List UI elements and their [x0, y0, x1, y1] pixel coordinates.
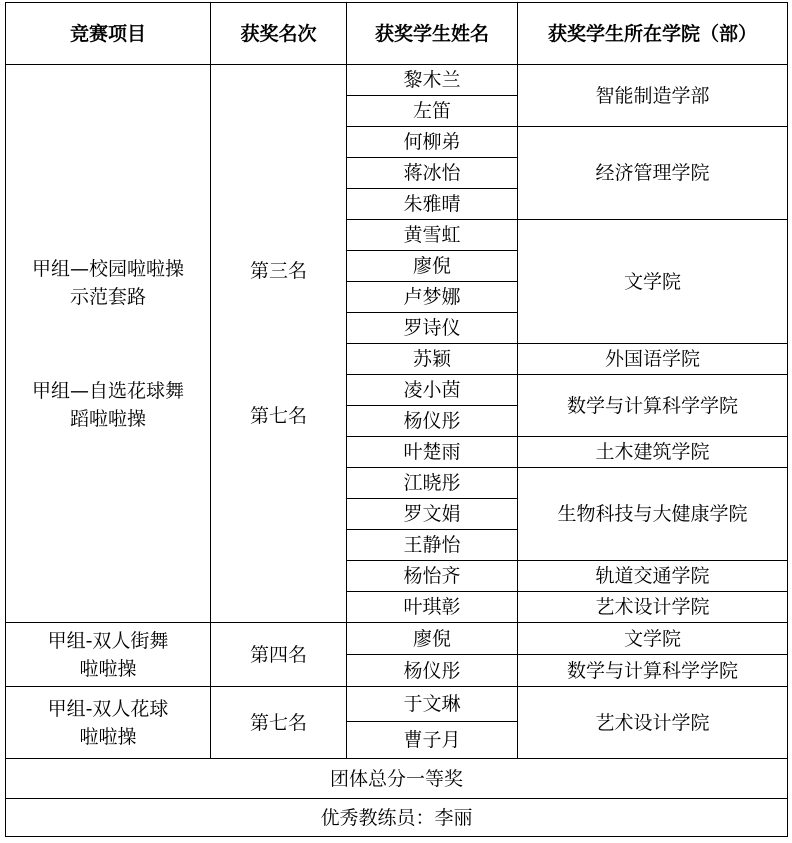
student-name: 罗文娟	[347, 499, 518, 530]
rank-label: 第四名	[211, 623, 347, 687]
rank-label: 第七名	[249, 405, 307, 427]
student-name: 廖倪	[347, 623, 518, 655]
event-cell-group1	[6, 65, 211, 623]
rank-label: 第七名	[211, 687, 347, 759]
event-name: 示范套路	[69, 285, 146, 308]
college-name: 数学与计算科学学院	[518, 375, 788, 437]
student-name: 叶楚雨	[347, 437, 518, 468]
event-name: 啦啦操	[79, 657, 137, 680]
college-name: 数学与计算科学学院	[518, 655, 788, 687]
student-name: 左笛	[347, 96, 518, 127]
student-name: 曹子月	[347, 722, 518, 759]
rank-cell-group1	[211, 65, 347, 623]
college-name: 外国语学院	[518, 344, 788, 375]
student-name: 于文琳	[347, 687, 518, 722]
student-name: 王静怡	[347, 530, 518, 561]
college-name: 智能制造学部	[518, 65, 788, 127]
college-name: 艺术设计学院	[518, 687, 788, 759]
student-name: 卢梦娜	[347, 282, 518, 313]
student-name: 凌小茵	[347, 375, 518, 406]
student-name: 苏颖	[347, 344, 518, 375]
student-name: 杨仪彤	[347, 406, 518, 437]
student-name: 罗诗仪	[347, 313, 518, 344]
event-name: 蹈啦啦操	[69, 407, 146, 430]
header-rank: 获奖名次	[211, 3, 347, 65]
event-name: 甲组—校园啦啦操	[31, 257, 184, 280]
student-name: 叶琪彰	[347, 592, 518, 623]
student-name: 黎木兰	[347, 65, 518, 96]
coach-award: 优秀教练员：李丽	[6, 799, 788, 837]
rank-label: 第三名	[249, 260, 307, 282]
event-name: 甲组—自选花球舞	[31, 379, 184, 402]
college-name: 经济管理学院	[518, 127, 788, 220]
event-name: 甲组-双人花球	[47, 697, 169, 720]
award-table	[5, 2, 788, 837]
college-name: 土木建筑学院	[518, 437, 788, 468]
student-name: 杨怡齐	[347, 561, 518, 592]
team-award: 团体总分一等奖	[6, 759, 788, 799]
header-student-name: 获奖学生姓名	[347, 3, 518, 65]
student-name: 蒋冰怡	[347, 158, 518, 189]
event-cell-group2	[6, 623, 211, 687]
student-name: 杨仪彤	[347, 655, 518, 687]
event-cell-group3	[6, 687, 211, 759]
student-name: 朱雅晴	[347, 189, 518, 220]
event-name: 甲组-双人街舞	[47, 629, 169, 652]
student-name: 廖倪	[347, 251, 518, 282]
college-name: 艺术设计学院	[518, 592, 788, 623]
college-name: 生物科技与大健康学院	[518, 468, 788, 561]
college-name: 文学院	[518, 623, 788, 655]
college-name: 文学院	[518, 220, 788, 344]
header-college: 获奖学生所在学院（部）	[518, 3, 788, 65]
college-name: 轨道交通学院	[518, 561, 788, 592]
student-name: 黄雪虹	[347, 220, 518, 251]
student-name: 江晓彤	[347, 468, 518, 499]
header-event: 竞赛项目	[6, 3, 211, 65]
event-name: 啦啦操	[79, 725, 137, 748]
student-name: 何柳弟	[347, 127, 518, 158]
